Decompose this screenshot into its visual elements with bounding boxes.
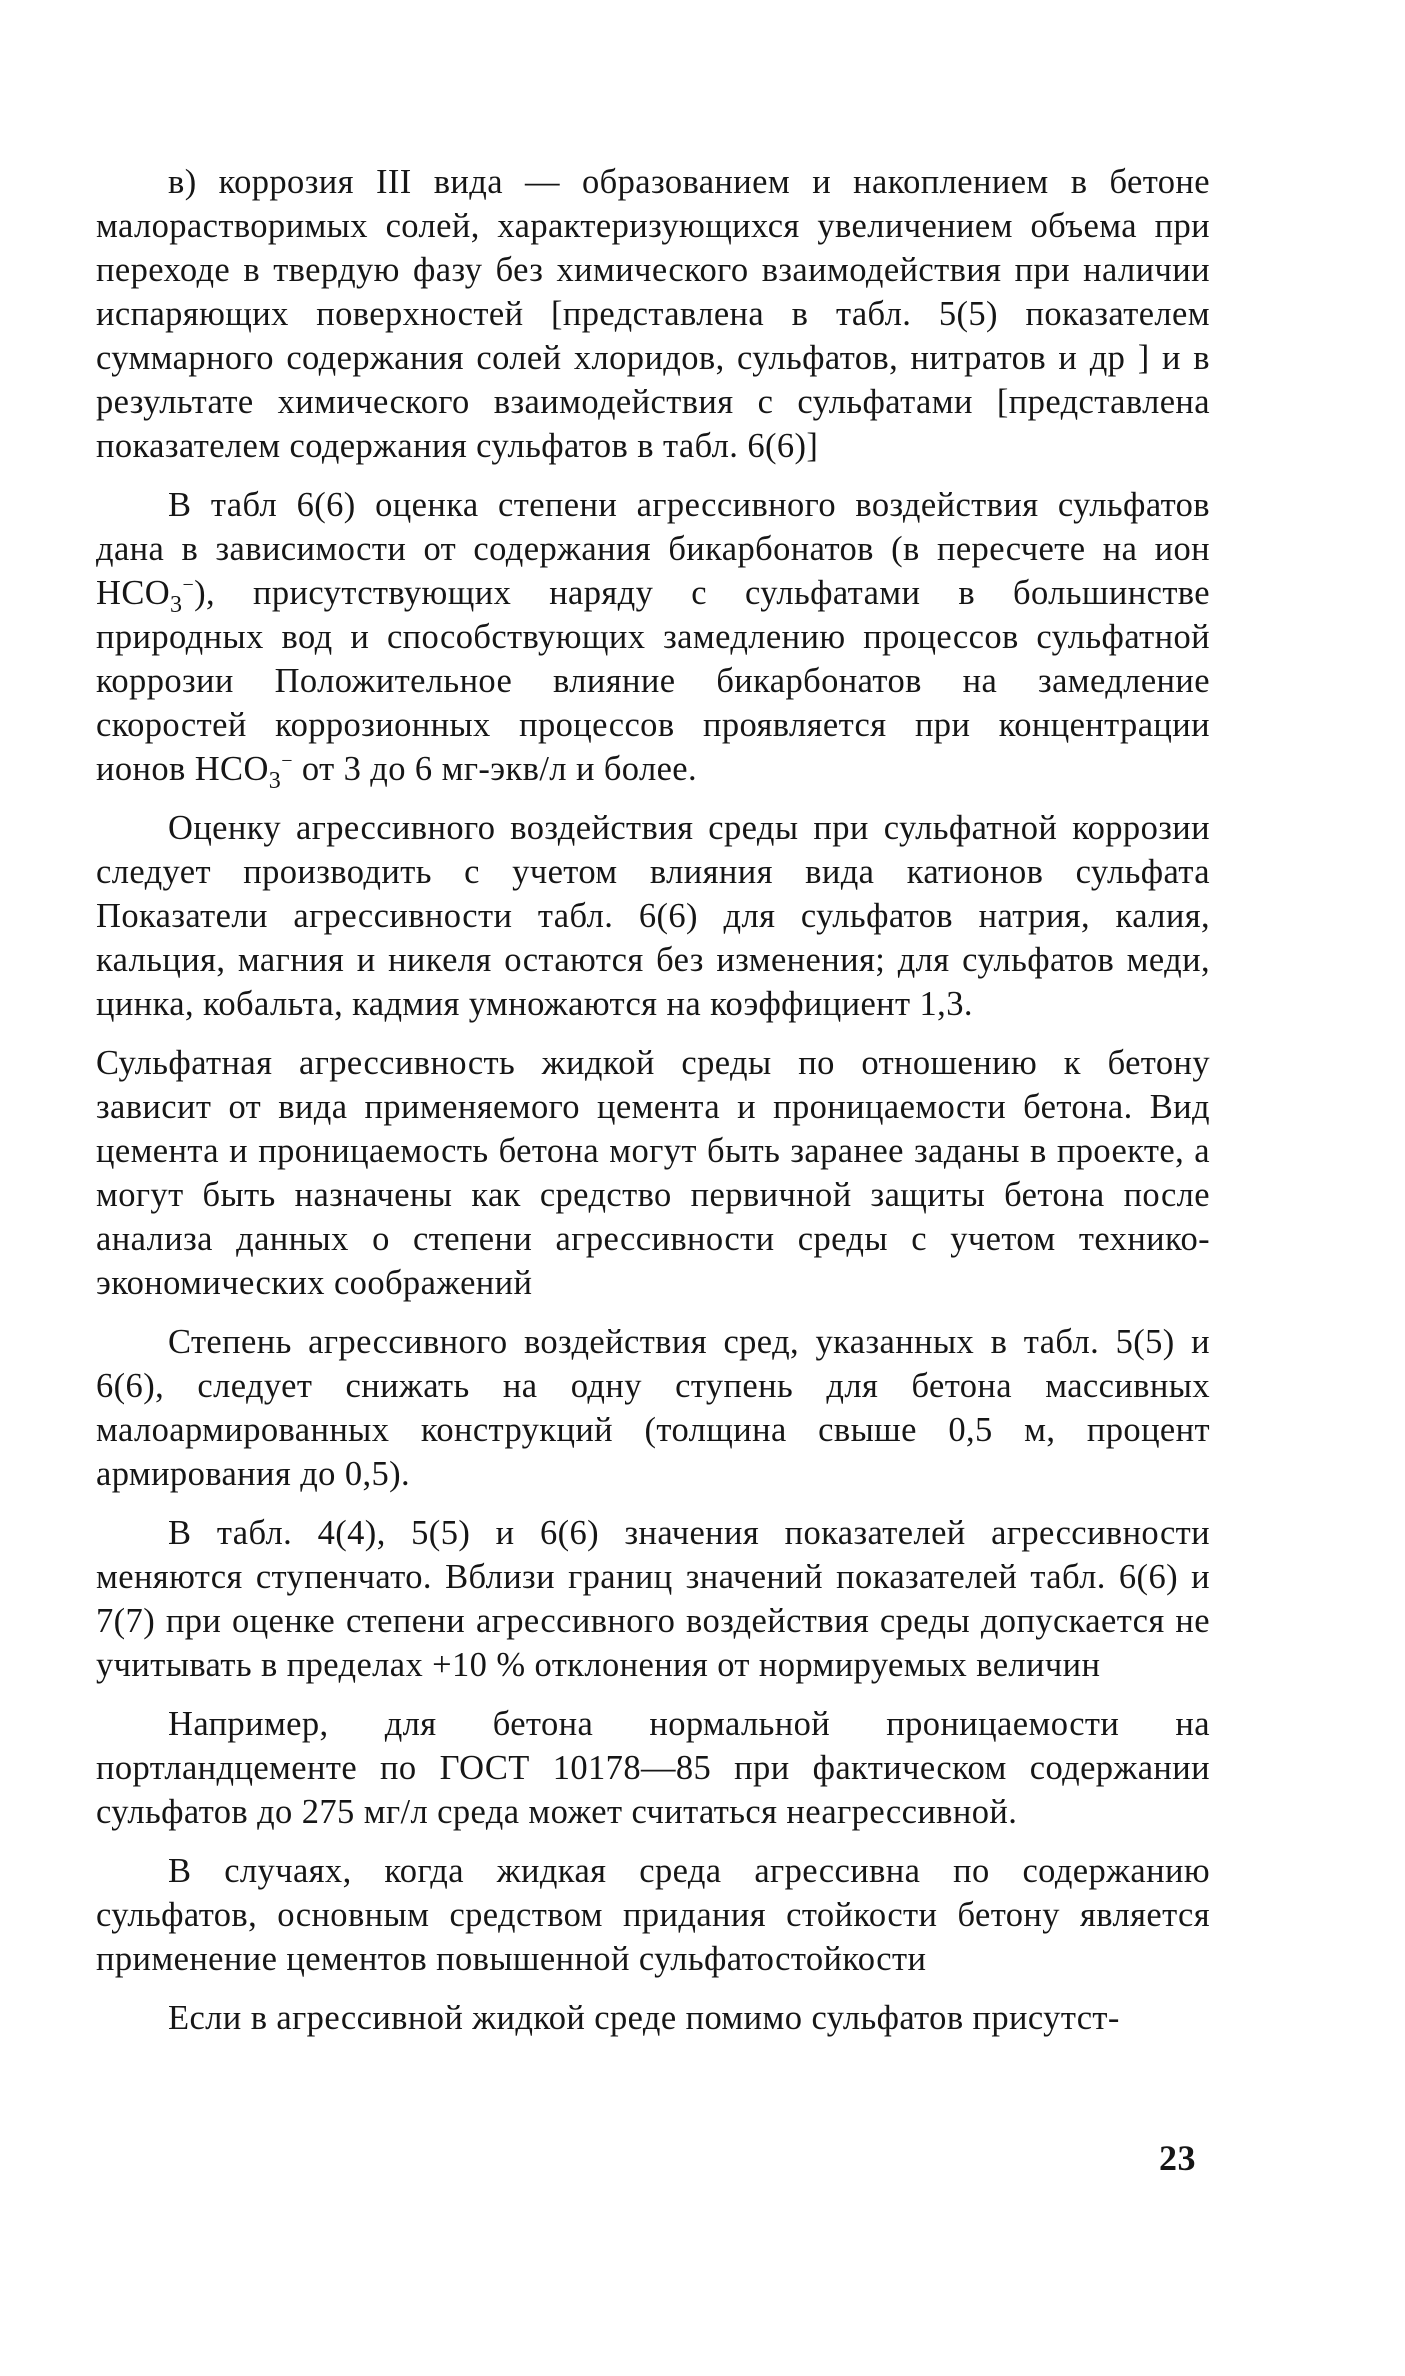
paragraph-cation-influence: Оценку агрессивного воздействия среды при сульфатной коррозии следует производить с учетом влияния вида катионов сульфата Показатели агрессивности табл. 6(6) для сульфатов натрия, калия, кальция, магния и никеля остаются без изменения; для сульфатов меди, цинка, кобальта, кадмия умножаются на коэффициент 1,3. [96, 809, 1210, 1023]
hco3-superscript-2: − [281, 750, 293, 772]
page-number: 23 [1159, 2138, 1196, 2178]
paragraph-bicarbonates-part-a: В табл 6(6) оценка степени агрессивного воздействия сульфатов дана в зависимости от содержания бикарбонатов (в пересчете на ион HCO [96, 486, 1210, 612]
paragraph-continuation: Если в агрессивной жидкой среде помимо сульфатов присутст- [168, 1999, 1120, 2037]
paragraph-stepwise-values: В табл. 4(4), 5(5) и 6(6) значения показателей агрессивности меняются ступенчато. Вблизи границ значений показателей табл. 6(6) и 7(7) при оценке степени агрессивного воздействия среды допускается не учитывать в пределах +10 % отклонения от нормируемых величин [96, 1514, 1210, 1684]
hco3-subscript-2: 3 [268, 768, 282, 794]
paragraph-bicarbonates [96, 483, 1210, 794]
body-text [96, 160, 1210, 2040]
hco3-subscript: 3 [170, 592, 183, 618]
paragraph-sulfate-aggressiveness: Сульфатная агрессивность жидкой среды по отношению к бетону зависит от вида применяемого цемента и проницаемости бетона. Вид цемента и проницаемость бетона могут быть заранее заданы в проекте, а могут быть назначены как средство первичной защиты бетона после анализа данных о степени агрессивности среды с учетом технико-экономических соображений [96, 1044, 1210, 1302]
paragraph-corrosion-type-3: в) коррозия III вида — образованием и накоплением в бетоне малорастворимых солей, характеризующихся увеличением объема при переходе в твердую фазу без химического взаимодействия при наличии испаряющих поверхностей [представлена в табл. 5(5) показателем суммарного содержания солей хлоридов, сульфатов, нитратов и др ] и в результате химического взаимодействия с сульфатами [представлена показателем содержания сульфатов в табл. 6(6)] [96, 163, 1210, 465]
hco3-superscript: − [182, 574, 195, 596]
paragraph-degree-reduction: Степень агрессивного воздействия сред, указанных в табл. 5(5) и 6(6), следует снижать на одну ступень для бетона массивных малоармированных конструкций (толщина свыше 0,5 м, процент армирования до 0,5). [96, 1323, 1210, 1493]
paragraph-bicarbonates-part-c: от 3 до 6 мг-экв/л и более. [292, 750, 698, 788]
paragraph-example: Например, для бетона нормальной проницаемости на портландцементе по ГОСТ 10178—85 при фактическом содержании сульфатов до 275 мг/л среда может считаться неагрессивной. [96, 1705, 1210, 1831]
paragraph-sulfate-resistant-cement: В случаях, когда жидкая среда агрессивна по содержанию сульфатов, основным средством придания стойкости бетону является применение цементов повышенной сульфатостойкости [96, 1852, 1210, 1978]
paragraph-bicarbonates-part-b: ), присутствующих наряду с сульфатами в большинстве природных вод и способствующих замедлению процессов сульфатной коррозии Положительное влияние бикарбонатов на замедление скоростей коррозионных процессов проявляется при концентрации ионов HCO [96, 574, 1210, 788]
